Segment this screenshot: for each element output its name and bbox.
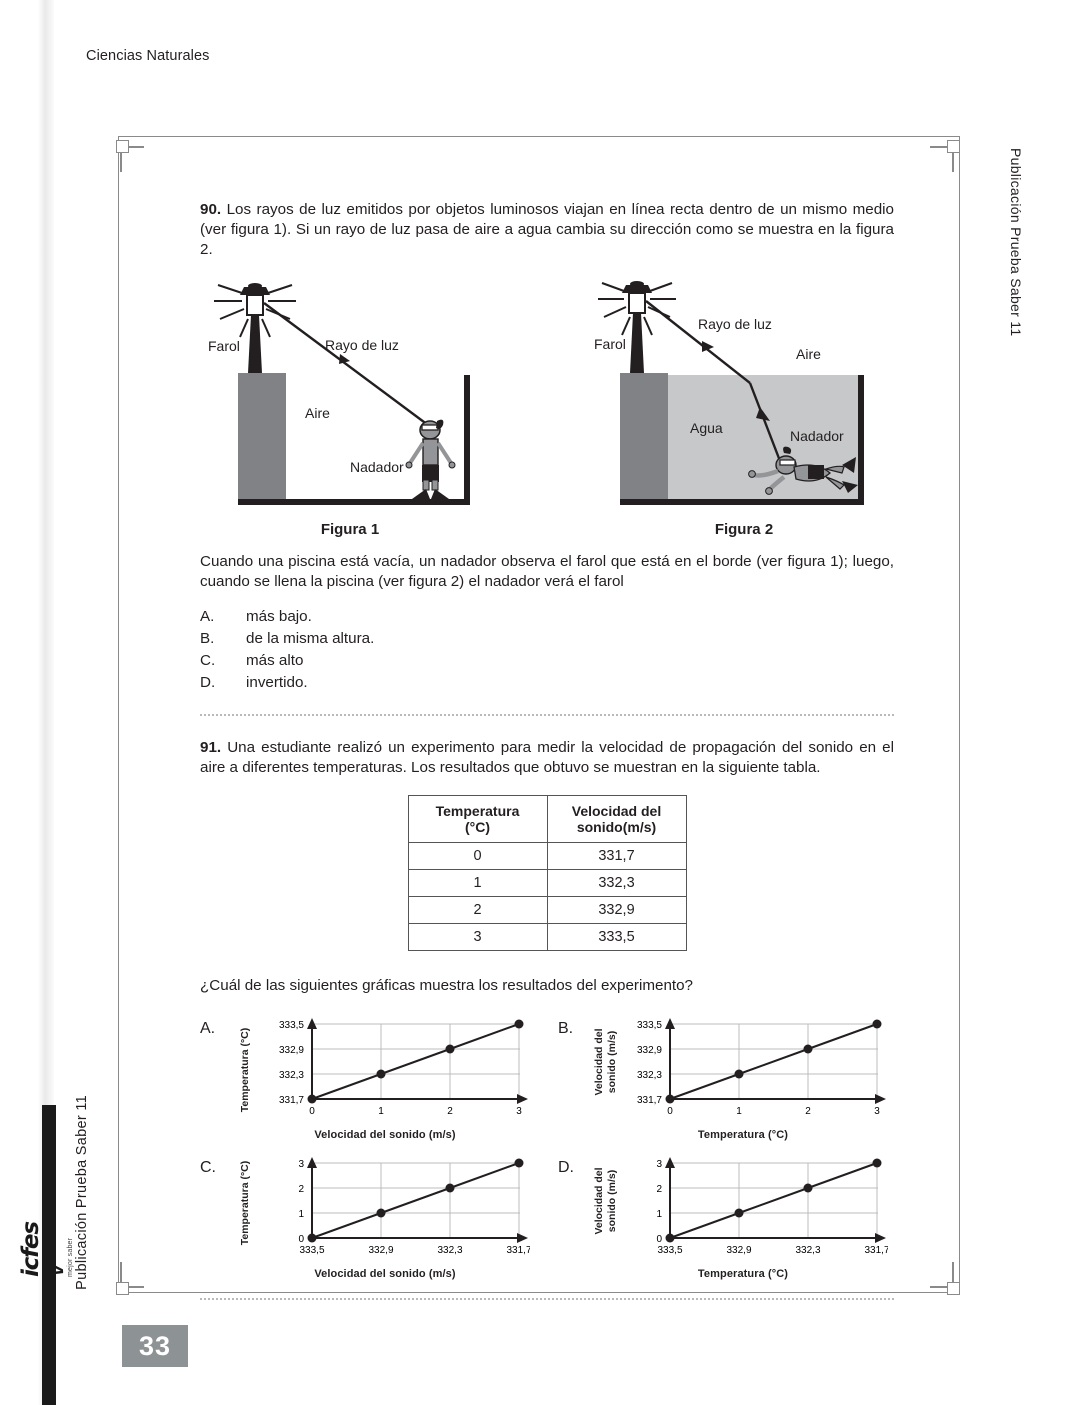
side-text-left: Publicación Prueba Saber 11	[74, 1095, 90, 1290]
cell-vel-2: 332,9	[547, 896, 686, 923]
option-row-b[interactable]	[200, 628, 894, 650]
chart-a-series-line	[312, 1024, 519, 1099]
chart-a-ytick-0: 331,7	[278, 1094, 304, 1106]
separator-dotted-1	[200, 714, 894, 716]
chart-row-top	[200, 1012, 894, 1141]
table-row	[408, 923, 686, 950]
cell-temp-3: 3	[408, 923, 547, 950]
figure-2-drawing	[594, 275, 894, 507]
chart-a-xtick-1: 1	[378, 1105, 384, 1117]
ray-arrowhead-figure-1	[339, 354, 350, 364]
chart-a-xlabel: Velocidad del sonido (m/s)	[314, 1128, 456, 1141]
results-table-wrapper	[200, 795, 894, 951]
chart-option-c[interactable]	[200, 1151, 536, 1280]
option-letter-b: B.	[200, 630, 215, 648]
chart-c-ytick-2: 2	[298, 1183, 304, 1195]
label-swimmer-figure-1: Nadador	[350, 458, 404, 475]
question-90-number: 90.	[200, 201, 222, 218]
chart-a-ytick-1: 332,3	[278, 1069, 304, 1081]
figure-1	[200, 275, 500, 538]
side-text-right: Publicación Prueba Saber 11	[1008, 148, 1024, 337]
figure-2	[594, 275, 894, 538]
chart-c-xlabel: Velocidad del sonido (m/s)	[314, 1267, 456, 1280]
icfes-logo	[18, 1222, 100, 1277]
lamp-post-figure-2	[598, 281, 676, 373]
chart-b-xtick-3: 3	[874, 1105, 880, 1117]
pool-right-wall-figure-1	[464, 375, 470, 501]
chart-c-ylabel: Temperatura (°C)	[239, 1160, 251, 1246]
question-91-prompt: ¿Cuál de las siguientes gráficas muestra los resultados del experimento?	[200, 976, 694, 994]
table-row	[408, 869, 686, 896]
figure-2-caption: Figura 2	[714, 520, 774, 538]
chart-letter-c: C.	[200, 1158, 216, 1176]
figure-1-caption: Figura 1	[320, 520, 380, 538]
option-letter-d: D.	[200, 674, 216, 692]
frame-corner-bottom-left	[110, 1270, 144, 1304]
chart-body-c	[234, 1151, 536, 1280]
cell-temp-2: 2	[408, 896, 547, 923]
chart-row-bottom	[200, 1151, 894, 1280]
chart-c-ytick-0: 0	[298, 1233, 304, 1245]
table-header-row	[408, 795, 686, 842]
chart-a-ytick-2: 332,9	[278, 1044, 304, 1056]
answer-charts	[200, 1012, 894, 1280]
chart-d-series-line	[670, 1163, 877, 1238]
header-vel-line2: sonido(m/s)	[576, 818, 657, 835]
option-letter-c: C.	[200, 652, 216, 670]
chart-c-xaxis-arrow	[517, 1233, 528, 1243]
frame-corner-bottom-right	[930, 1270, 964, 1304]
header-temp-line1: Temperatura	[435, 802, 520, 819]
chart-body-a	[234, 1012, 536, 1141]
chart-b-xaxis-arrow	[875, 1094, 886, 1104]
option-row-d[interactable]	[200, 672, 894, 694]
question-90-stem-text: Los rayos de luz emitidos por objetos luminosos viajan en línea recta dentro de un mismo medio (ver figura 1). Si un rayo de luz pasa de aire a agua cambia su dirección como se muestra en la figura 2.	[200, 201, 894, 259]
results-table	[408, 795, 687, 951]
chart-b-xtick-1: 1	[736, 1105, 742, 1117]
chart-option-a[interactable]	[200, 1012, 536, 1141]
chart-b-series-line	[670, 1024, 877, 1099]
question-91-stem-text: Una estudiante realizó un experimento para medir la velocidad de propagación del sonido en el aire a diferentes temperaturas. Los resultados que obtuvo se muestran en la siguiente tabla.	[200, 739, 894, 777]
label-farol-figure-2: Farol	[594, 335, 626, 352]
question-91-stem	[200, 738, 894, 778]
frame-corner-top-left	[110, 128, 144, 162]
option-text-c: más alto	[246, 652, 304, 670]
option-text-a: más bajo.	[246, 608, 312, 626]
chart-a-xtick-3: 3	[516, 1105, 522, 1117]
chart-option-b[interactable]	[558, 1012, 894, 1141]
chart-c-xtick-1: 332,9	[368, 1244, 394, 1256]
chart-letter-b: B.	[558, 1019, 574, 1037]
figures-row	[200, 275, 894, 538]
chart-b-xtick-2: 2	[805, 1105, 811, 1117]
question-90-options	[200, 606, 894, 694]
chart-c-xtick-2: 332,3	[437, 1244, 463, 1256]
light-ray-figure-1	[264, 303, 428, 425]
chart-a-xtick-0: 0	[309, 1105, 315, 1117]
chart-c-xtick-3: 331,7	[506, 1244, 530, 1256]
option-row-c[interactable]	[200, 650, 894, 672]
chart-option-d[interactable]	[558, 1151, 894, 1280]
chart-a-xtick-2: 2	[447, 1105, 453, 1117]
chart-d-svg	[592, 1151, 888, 1259]
table-row	[408, 842, 686, 869]
chart-a-svg	[234, 1012, 530, 1120]
cell-vel-0: 331,7	[547, 842, 686, 869]
chart-d-xtick-1: 332,9	[726, 1244, 752, 1256]
chart-b-ylabel-line2: sonido (m/s)	[606, 1030, 618, 1094]
chart-b-ytick-2: 332,9	[636, 1044, 662, 1056]
separator-dotted-2	[200, 1298, 894, 1300]
chart-d-xtick-2: 332,3	[795, 1244, 821, 1256]
chart-a-ytick-3: 333,5	[278, 1019, 304, 1031]
chart-c-ytick-3: 3	[298, 1158, 304, 1170]
logo-slash-mark: \/	[41, 1262, 67, 1277]
question-90-prompt: Cuando una piscina está vacía, un nadador observa el farol que está en el borde (ver figura 1); luego, cuando se llena la piscina (ver figura 2) el nadador verá el farol	[200, 552, 894, 590]
chart-letter-d: D.	[558, 1158, 574, 1176]
chart-d-ytick-3: 3	[656, 1158, 662, 1170]
label-ray-figure-1: Rayo de luz	[325, 336, 399, 353]
chart-b-svg	[592, 1012, 888, 1120]
header-subject: Ciencias Naturales	[86, 48, 210, 64]
label-air-figure-2: Aire	[796, 345, 821, 362]
chart-b-ytick-1: 332,3	[636, 1069, 662, 1081]
chart-d-xtick-0: 333,5	[657, 1244, 683, 1256]
option-letter-a: A.	[200, 608, 215, 626]
table-header-velocity	[547, 795, 686, 842]
chart-b-ylabel-line1: Velocidad del	[593, 1028, 605, 1096]
chart-a-xaxis-arrow	[517, 1094, 528, 1104]
chart-d-ylabel-line1: Velocidad del	[593, 1167, 605, 1235]
light-ray-incident-figure-2	[646, 301, 750, 383]
pool-right-wall-figure-2	[858, 375, 864, 501]
option-row-a[interactable]	[200, 606, 894, 628]
chart-b-ytick-0: 331,7	[636, 1094, 662, 1106]
figure-1-drawing	[200, 275, 500, 507]
question-90-stem	[200, 200, 894, 261]
cell-vel-3: 333,5	[547, 923, 686, 950]
frame-corner-top-right	[930, 128, 964, 162]
chart-c-xtick-0: 333,5	[299, 1244, 325, 1256]
chart-body-b	[592, 1012, 894, 1141]
label-swimmer-figure-2: Nadador	[790, 427, 844, 444]
pool-wall-block-figure-2	[620, 373, 668, 499]
chart-d-ylabel-line2: sonido (m/s)	[606, 1169, 618, 1233]
cell-temp-1: 1	[408, 869, 547, 896]
cell-vel-1: 332,3	[547, 869, 686, 896]
chart-d-ytick-1: 1	[656, 1208, 662, 1220]
chart-b-xtick-0: 0	[667, 1105, 673, 1117]
chart-c-svg	[234, 1151, 530, 1259]
option-text-b: de la misma altura.	[246, 630, 375, 648]
logo-wordmark	[18, 1222, 67, 1277]
logo-tagline: mejor saber	[67, 1237, 74, 1277]
chart-c-series-line	[312, 1163, 519, 1238]
table-header-temperature	[408, 795, 547, 842]
lamp-post-figure-1	[214, 283, 296, 373]
logo-word-text: icfes	[18, 1222, 44, 1277]
chart-b-ytick-3: 333,5	[636, 1019, 662, 1031]
chart-d-ytick-0: 0	[656, 1233, 662, 1245]
label-water-figure-2: Agua	[690, 419, 723, 436]
chart-c-ytick-1: 1	[298, 1208, 304, 1220]
page-content	[200, 200, 894, 1300]
question-91-number: 91.	[200, 739, 222, 757]
chart-d-xlabel: Temperatura (°C)	[697, 1267, 789, 1280]
chart-a-ylabel: Temperatura (°C)	[239, 1027, 251, 1113]
pool-wall-block-figure-1	[238, 373, 286, 499]
chart-d-ytick-2: 2	[656, 1183, 662, 1195]
table-row	[408, 896, 686, 923]
pool-floor-figure-1	[238, 499, 470, 505]
chart-b-xlabel: Temperatura (°C)	[697, 1128, 789, 1141]
chart-d-xaxis-arrow	[875, 1233, 886, 1243]
label-air-figure-1: Aire	[305, 404, 330, 421]
label-ray-figure-2: Rayo de luz	[698, 315, 772, 332]
chart-letter-a: A.	[200, 1019, 216, 1037]
header-temp-line2: (°C)	[464, 818, 491, 835]
option-text-d: invertido.	[246, 674, 308, 692]
header-vel-line1: Velocidad del	[571, 802, 662, 819]
page-number-badge: 33	[122, 1325, 188, 1367]
cell-temp-0: 0	[408, 842, 547, 869]
chart-body-d	[592, 1151, 894, 1280]
chart-d-xtick-3: 331,7	[864, 1244, 888, 1256]
pool-floor-figure-2	[620, 499, 864, 505]
swimmer-figure-1	[406, 419, 455, 498]
label-farol-figure-1: Farol	[208, 337, 240, 354]
